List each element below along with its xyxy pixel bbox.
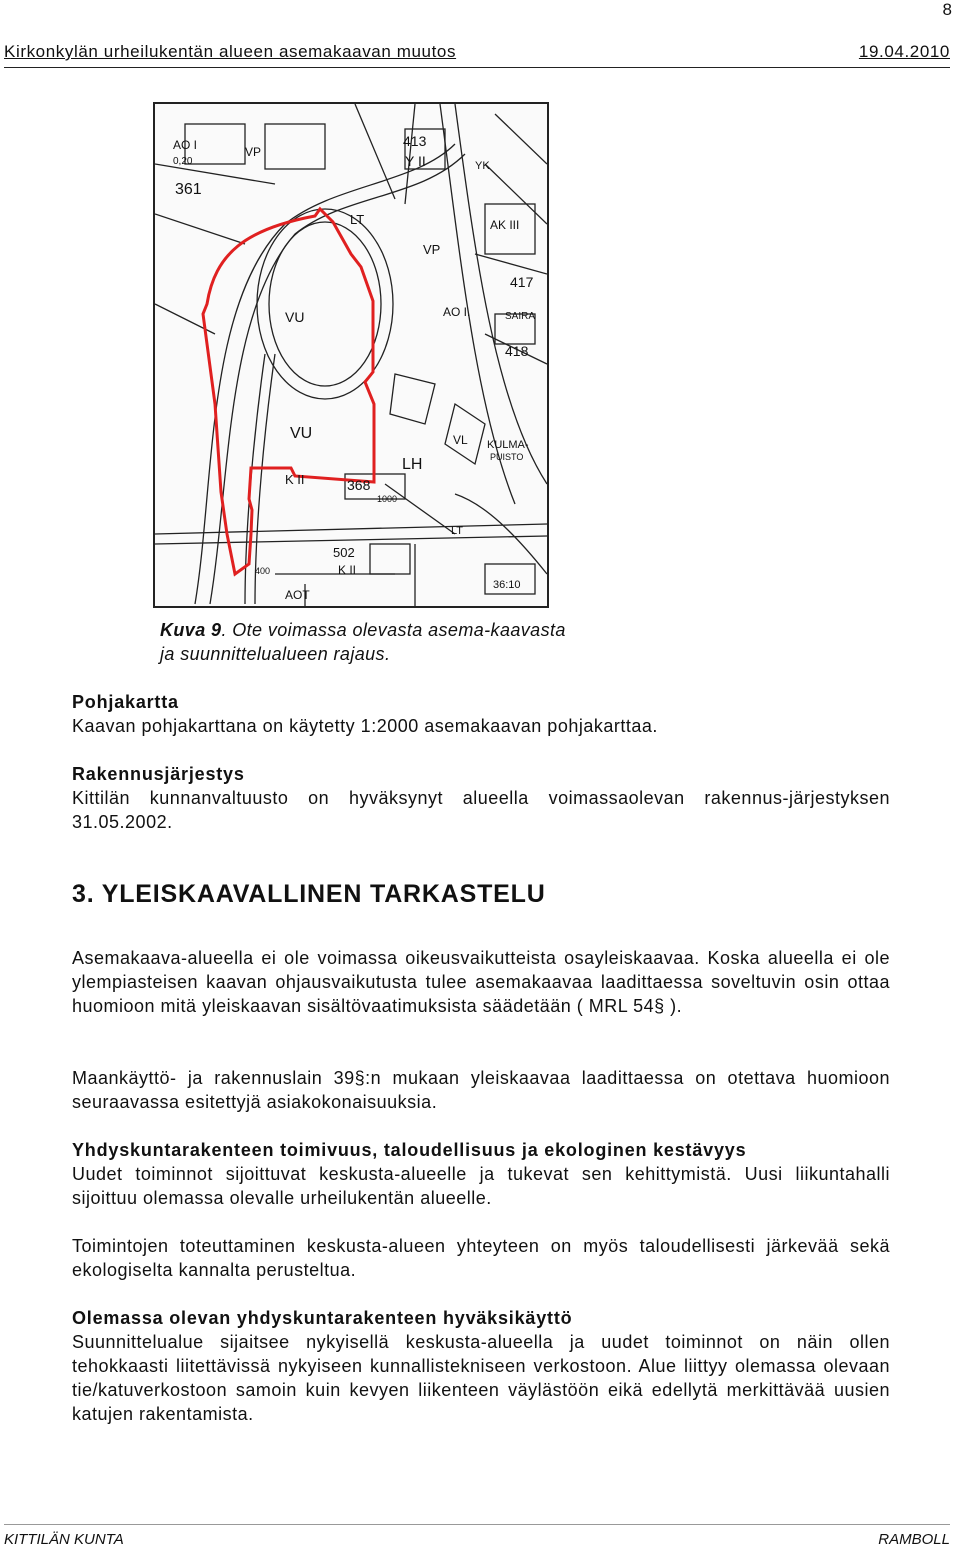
svg-text:VU: VU	[290, 425, 313, 442]
pohjakartta-heading: Pohjakartta	[72, 692, 179, 712]
svg-text:VP: VP	[423, 242, 441, 257]
caption-text: . Ote voimassa olevasta asema-kaavasta ja suunnittelualueen rajaus.	[160, 620, 566, 664]
svg-text:K II: K II	[338, 563, 357, 577]
svg-text:413: 413	[403, 133, 427, 149]
svg-text:VP: VP	[245, 145, 262, 159]
subsection-1	[72, 1138, 890, 1210]
svg-text:PUISTO: PUISTO	[490, 452, 524, 462]
svg-text:LH: LH	[402, 456, 423, 473]
paragraph-2: Maankäyttö- ja rakennuslain 39§:n mukaan yleiskaavaa laadittaessa on otettava huomioon seuraavassa esitettyjä asiakokonaisuuksia.	[72, 1068, 890, 1112]
section-heading: 3. YLEISKAAVALLINEN TARKASTELU	[72, 880, 546, 908]
header-date: 19.04.2010	[858, 42, 950, 61]
svg-text:KULMA-: KULMA-	[487, 439, 529, 451]
paragraph-3: Uudet toiminnot sijoittuvat keskusta-alueelle ja tukevat sen kehittymistä. Uusi liikuntahalli sijoittuu olemassa olevalle urheilukentän alueelle.	[72, 1164, 890, 1208]
svg-text:361: 361	[175, 181, 202, 198]
svg-text:AO I: AO I	[173, 138, 198, 152]
svg-text:502: 502	[333, 545, 355, 560]
svg-text:AK III: AK III	[490, 218, 520, 232]
svg-text:368: 368	[347, 477, 371, 493]
caption-label: Kuva 9	[160, 620, 222, 640]
paragraph-4: Toimintojen toteuttaminen keskusta-alueen yhteyteen on myös taloudellisesti järkevää sekä ekologiselta kannalta perusteltua.	[72, 1236, 890, 1280]
rakennusjarjestys-heading: Rakennusjärjestys	[72, 764, 245, 784]
subsection-1-heading: Yhdyskuntarakenteen toimivuus, taloudellisuus ja ekologinen kestävyys	[72, 1140, 747, 1160]
svg-text:AOT: AOT	[285, 588, 310, 602]
svg-text:0,20: 0,20	[173, 156, 193, 167]
svg-text:SAIRA: SAIRA	[505, 311, 536, 322]
svg-text:VL: VL	[453, 433, 468, 447]
svg-text:K II: K II	[285, 472, 305, 487]
paragraph-5: Suunnittelualue sijaitsee nykyisellä keskusta-alueella ja uudet toiminnot on näin ollen tehokkaasti liitettävissä nykyiseen kunnallistekniseen verkostoon. Alue liittyy olemassa olevaan tie/katuverkostoon samoin kuin kevyen liikenteen väylästöön eikä edellytä merkittävää uusien katujen rakentamista.	[72, 1332, 890, 1424]
svg-text:Y II: Y II	[405, 153, 426, 169]
rakennusjarjestys-section	[72, 762, 890, 834]
pohjakartta-section	[72, 690, 890, 738]
svg-text:YK: YK	[475, 160, 490, 172]
rakennusjarjestys-text: Kittilän kunnanvaltuusto on hyväksynyt alueella voimassaolevan rakennus-järjestyksen 31.05.2002.	[72, 788, 890, 832]
svg-text:418: 418	[505, 343, 529, 359]
page-footer	[4, 1524, 950, 1548]
svg-text:LT: LT	[350, 212, 365, 227]
footer-right: RAMBOLL	[878, 1531, 950, 1548]
svg-text:36:10: 36:10	[493, 579, 521, 591]
zoning-map-drawing	[155, 104, 547, 606]
svg-text:417: 417	[510, 274, 534, 290]
page-number: 8	[942, 0, 952, 19]
page-header	[4, 42, 950, 68]
svg-text:LT: LT	[451, 525, 464, 537]
footer-left: KITTILÄN KUNTA	[4, 1531, 124, 1548]
svg-text:400: 400	[255, 566, 271, 576]
svg-text:VU: VU	[285, 309, 305, 325]
subsection-2-heading: Olemassa olevan yhdyskuntarakenteen hyväksikäyttö	[72, 1308, 573, 1328]
svg-text:1000: 1000	[377, 494, 398, 504]
subsection-2	[72, 1306, 890, 1426]
svg-text:AO I.: AO I.	[443, 305, 471, 319]
figure-caption	[160, 618, 580, 666]
zoning-map-image	[153, 102, 549, 608]
pohjakartta-text: Kaavan pohjakarttana on käytetty 1:2000 asemakaavan pohjakarttaa.	[72, 716, 658, 736]
header-title: Kirkonkylän urheilukentän alueen asemakaavan muutos	[4, 42, 457, 61]
paragraph-1: Asemakaava-alueella ei ole voimassa oikeusvaikutteista osayleiskaavaa. Koska alueella ei ole ylempiasteisen kaavan ohjausvaikutusta tulee asemakaavaa laadittaessa soveltuvin osin ottaa huomioon mitä yleiskaavan sisältövaatimuksista säädetään ( MRL 54§ ).	[72, 948, 890, 1016]
